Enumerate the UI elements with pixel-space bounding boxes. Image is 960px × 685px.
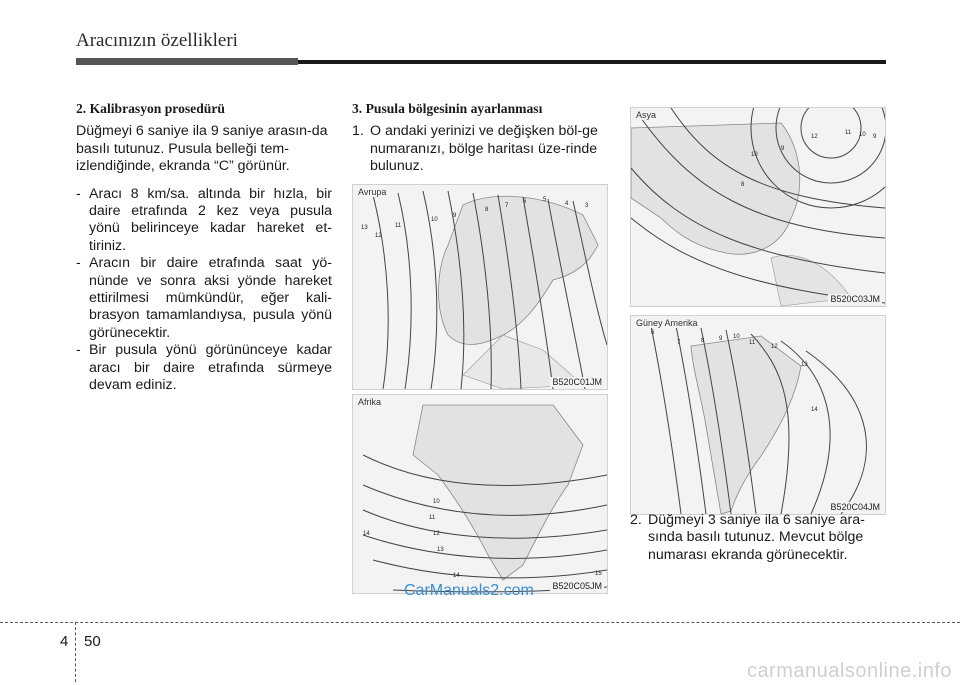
svg-text:15: 15	[595, 571, 602, 577]
svg-text:11: 11	[749, 340, 756, 346]
list-item: - Aracı 8 km/sa. altında bir hızla, bir daire etrafında 2 kez veya pusula yönü belirinceye kadar hareket et-tiriniz.	[76, 185, 332, 254]
chapter-number: 4	[60, 633, 69, 650]
svg-text:14: 14	[363, 531, 370, 537]
svg-text:13: 13	[361, 225, 368, 231]
svg-text:10: 10	[859, 132, 866, 138]
svg-text:7: 7	[505, 203, 509, 209]
svg-text:10: 10	[433, 499, 440, 505]
svg-text:8: 8	[741, 182, 745, 188]
calibration-steps	[76, 186, 332, 395]
svg-text:9: 9	[873, 134, 877, 140]
footer-vertical-rule	[75, 622, 76, 682]
map-code: B520C04JM	[830, 502, 880, 512]
svg-text:13: 13	[437, 547, 444, 553]
header-rule	[76, 60, 886, 64]
map-europe	[352, 184, 608, 390]
list-item: - Bir pusula yönü görününceye kadar aracı bir daire etrafında sürmeye devam ediniz.	[76, 342, 332, 394]
map-africa-drawing	[353, 395, 607, 593]
svg-text:3: 3	[585, 203, 589, 209]
svg-text:8: 8	[701, 338, 705, 344]
svg-text:14: 14	[453, 573, 460, 579]
map-asia	[630, 107, 886, 307]
dash: -	[76, 255, 81, 272]
middle-column	[352, 100, 608, 176]
svg-text:9: 9	[453, 213, 457, 219]
right-column	[630, 512, 886, 564]
svg-text:7: 7	[677, 340, 681, 346]
list-item: - Aracın bir daire etrafında saat yö-nünde ve sonra aksi yönde hareket ettirilmesi mümkündür, eğer kali-brasyon tamamlandıysa, pusula yönü görünecektir.	[76, 255, 332, 341]
svg-text:9: 9	[781, 146, 785, 152]
svg-text:4: 4	[565, 201, 569, 207]
map-code: B520C05JM	[552, 581, 602, 591]
header-rule-accent	[76, 58, 298, 65]
page-number: 50	[84, 633, 101, 650]
site-watermark: carmanualsonline.info	[746, 660, 952, 682]
zone-step-2: 2. Düğmeyi 3 saniye ila 6 saniye ara-sında basılı tutunuz. Mevcut bölge numarası ekranda görünecektir.	[630, 512, 865, 563]
svg-text:8: 8	[485, 207, 489, 213]
header-title: Aracınızın özellikleri	[76, 30, 238, 51]
svg-text:13: 13	[801, 362, 808, 368]
svg-text:11: 11	[395, 223, 402, 229]
svg-text:10: 10	[431, 217, 438, 223]
svg-text:12: 12	[375, 233, 382, 239]
svg-text:12: 12	[811, 134, 818, 140]
dash: -	[76, 185, 81, 202]
svg-text:10: 10	[733, 334, 740, 340]
map-south-america-drawing	[631, 316, 885, 514]
section-title-zone: 3. Pusula bölgesinin ayarlanması	[352, 101, 543, 116]
svg-text:11: 11	[429, 515, 436, 521]
svg-text:5: 5	[543, 197, 547, 203]
svg-text:6: 6	[523, 199, 527, 205]
left-column	[76, 100, 332, 395]
map-europe-drawing	[353, 185, 607, 389]
map-asia-drawing	[631, 108, 885, 306]
svg-text:12: 12	[771, 344, 778, 350]
map-code: B520C01JM	[552, 377, 602, 387]
watermark-link[interactable]: CarManuals2.com	[404, 582, 534, 599]
svg-text:11: 11	[845, 130, 852, 136]
footer-rule	[0, 622, 960, 623]
map-south-america	[630, 315, 886, 515]
svg-text:6: 6	[651, 330, 655, 336]
section-title-calibration: 2. Kalibrasyon prosedürü	[76, 101, 225, 116]
map-region-label: Asya	[636, 110, 657, 120]
map-africa	[352, 394, 608, 594]
map-region-label: Güney Amerika	[636, 318, 698, 328]
dash: -	[76, 342, 81, 359]
zone-step-1: 1. O andaki yerinizi ve değişken böl-ge numaranızı, bölge haritası üze-rinde bulunuz.	[352, 123, 598, 175]
svg-text:12: 12	[433, 531, 440, 537]
map-region-label: Avrupa	[358, 187, 387, 197]
calibration-intro: Düğmeyi 6 saniye ila 9 saniye arasın-da basılı tutunuz. Pusula belleği tem-izlendiğinde, ekranda “C” görünür.	[76, 123, 328, 175]
map-region-label: Afrika	[358, 397, 382, 407]
svg-text:9: 9	[719, 336, 723, 342]
svg-text:14: 14	[811, 407, 818, 413]
map-code: B520C03JM	[830, 294, 880, 304]
svg-text:10: 10	[751, 152, 758, 158]
